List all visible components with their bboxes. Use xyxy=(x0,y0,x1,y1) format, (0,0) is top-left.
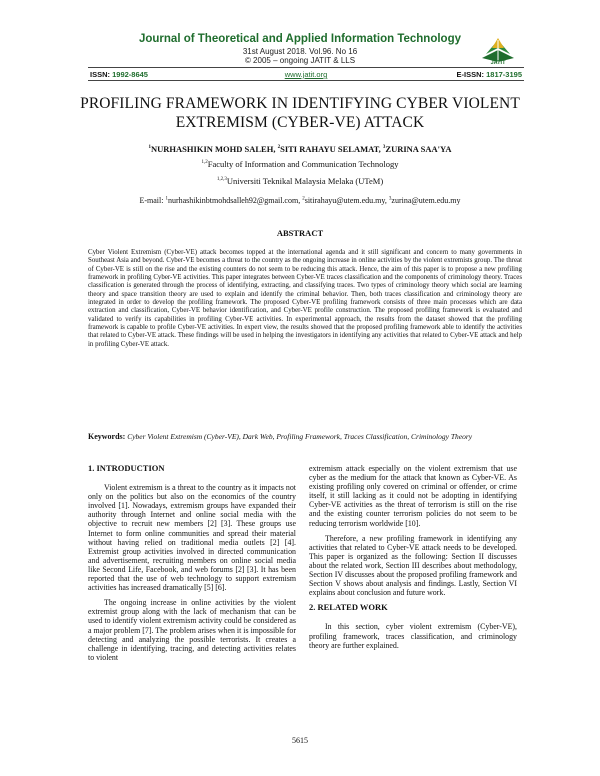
intro-paragraph-2: The ongoing increase in online activities by the violent extremist group along with the lack of mechanism that can be used to identify violent extremism activity could be considered as a major problem [7]. The problem arises when it is impossible for detecting and analyzing the possible terrorists. It creates a challenge in identifying, tracing, and detecting activities relates to violent xyxy=(88,598,296,662)
related-work-heading: 2. RELATED WORK xyxy=(309,602,388,613)
author-list: $^1$NURHASHIKIN MOHD SALEH, $^2$SITI RAHAYU SELAMAT, $^3$ZURINA SAA'YA xyxy=(148,144,452,154)
related-paragraph-1: In this section, cyber violent extremism (Cyber-VE), profiling framework, traces classification, and criminology theory are further explained. xyxy=(309,622,517,650)
keywords xyxy=(88,432,522,441)
affiliation-2: $^{1,2,3}$Universiti Teknikal Malaysia Melaka (UTeM) xyxy=(216,176,384,186)
journal-copyright: © 2005 – ongoing JATIT & LLS xyxy=(244,56,356,65)
journal-url-link[interactable]: www.jatit.org xyxy=(284,70,328,79)
logo-text: JATIT xyxy=(490,60,506,66)
email-1: nurhashikinbtmohdsalleh92@gmail.com, xyxy=(167,196,301,205)
header-rule-top xyxy=(88,67,524,68)
journal-name: Journal of Theoretical and Applied Information Technology xyxy=(138,33,462,45)
email-3: zurina@utem.edu.my xyxy=(391,196,461,205)
abstract-text: Cyber Violent Extremism (Cyber-VE) attack becomes topped at the international agenda and it still significant and concern to many governments in Southeast Asia and beyond. Cyber-VE becomes a threat to the country as the ongoing increase in online activities by the violent extremists group. The threat of Cyber-VE is still on the rise and the existing counters do not seem to be reducing this attack. Hence, the aim of this paper is to propose a new profiling framework in profiling Cyber-VE activities. This paper integrates between Cyber-VE traces classification and the components of criminology theory. Traces classification is generated through the process of identifying, extracting, and classifying traces. Two types of criminology theory which social are learning theory and space transition theory are used to explain and identify the criminal behavior. Then, both traces classification and criminology theory are integrated in order to develop the profiling framework. The proposed Cyber-VE profiling framework consists of three main processes which are data extraction and classification, Cyber-VE behavior identification, and Cyber-VE profile construction. The proposed profiling framework is evaluated and validated to verify its capabilities in profiling Cyber-VE activities. In experimental approach, the results from the dataset showed that the profiling framework is capable to profile Cyber-VE activities. In expert view, the results showed that the proposed profiling framework able to identify the activities that related to Cyber-VE attack. These findings will be used in helping the investigators in identifying any activities that related to Cyber-VE attack and help in profiling Cyber-VE attack. xyxy=(88,249,522,348)
keywords-text: Cyber Violent Extremism (Cyber-VE), Dark Web, Profiling Framework, Traces Classification, Criminology Theory xyxy=(127,432,473,441)
abstract-heading: ABSTRACT xyxy=(276,228,324,238)
paper-title: PROFILING FRAMEWORK IN IDENTIFYING CYBER VIOLENT EXTREMISM (CYBER-VE) ATTACK xyxy=(80,95,520,131)
keywords-label: Keywords: xyxy=(88,432,126,441)
intro-paragraph-4: Therefore, a new profiling framework in identifying any activities that related to Cyber-VE attack needs to be developed. This paper is organized as the following: Section II discusses about the related work, Section III describes about methodology, Section IV discusses about the proposed profiling framework and Section V shows about analysis and findings. Lastly, Section VI explains about conclusion and future work. xyxy=(309,533,517,598)
intro-paragraph-1: Violent extremism is a threat to the country as it impacts not only on the politics but also on the economics of the country involved [1]. Nowadays, extremism groups have expanded their authority through Internet and online social media with the objective to recruit new members [2] [3]. These groups use Internet to form online communities and spread their material without having relied on traditional media outlets [2] [4]. Extremist group activities involved in directed communication and advertisement, recruiting members on online social media like Second Life, Facebook, and web forums [2] [3]. It has been reported that the use of web technology to support extremism activities has increased dramatically [5] [6]. xyxy=(88,483,296,593)
affiliation-1: $^{1,2}$Faculty of Information and Communication Technology xyxy=(201,159,399,169)
email-line: E-mail: $^1$nurhashikinbtmohdsalleh92@gmail.com, $^2$sitirahayu@utem.edu.my, $^3$zurina@utem.edu.my xyxy=(139,196,461,205)
eissn: E-ISSN: 1817-3195 xyxy=(456,70,522,79)
issn: ISSN: 1992-8645 xyxy=(90,70,148,79)
header-rule-bottom xyxy=(88,80,524,81)
page-number: 5615 xyxy=(292,736,308,745)
left-column xyxy=(88,464,296,668)
journal-issue: 31st August 2018. Vol.96. No 16 xyxy=(242,47,358,56)
right-column xyxy=(309,464,517,656)
email-2: sitirahayu@utem.edu.my, xyxy=(304,196,387,205)
introduction-heading: 1. INTRODUCTION xyxy=(88,463,165,473)
intro-paragraph-3: extremism attack especially on the violent extremism that use cyber as the medium for the attack that known as Cyber-VE. As existing profiling only covered on criminal or offender, or crime itself, it still lacking as it could not be adopting in identifying Cyber-VE activities as the threat of terrorism is still on the rise and the existing counter terrorism policies do not seem to be reducing terrorism worldwide [10]. xyxy=(309,464,517,528)
